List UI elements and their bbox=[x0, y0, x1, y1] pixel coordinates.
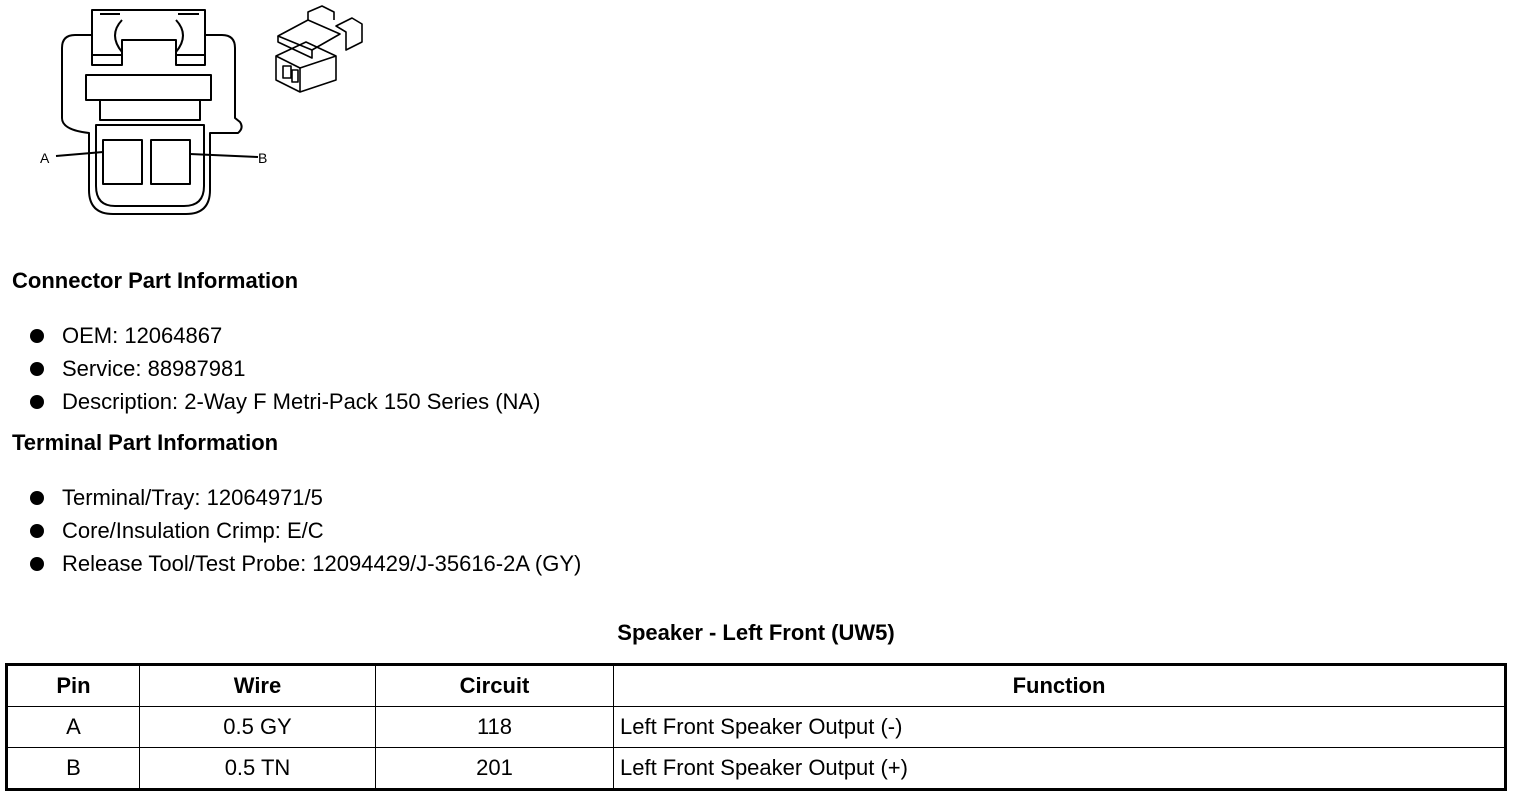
bullet-icon bbox=[30, 395, 44, 409]
pin-a-cavity bbox=[103, 140, 142, 184]
service-number: Service: 88987981 bbox=[62, 356, 246, 381]
latch-bar bbox=[86, 75, 211, 100]
pin-b-label: B bbox=[258, 150, 268, 166]
list-item bbox=[30, 385, 540, 418]
bullet-icon bbox=[30, 491, 44, 505]
bullet-icon bbox=[30, 329, 44, 343]
cell-circuit: 201 bbox=[376, 748, 614, 790]
list-item bbox=[30, 319, 540, 352]
table-title: Speaker - Left Front (UW5) bbox=[617, 620, 895, 645]
bullet-icon bbox=[30, 362, 44, 376]
terminal-tray: Terminal/Tray: 12064971/5 bbox=[62, 485, 323, 510]
header-circuit: Circuit bbox=[376, 665, 614, 707]
release-tool: Release Tool/Test Probe: 12094429/J-35616-2A (GY) bbox=[62, 551, 582, 576]
cell-wire: 0.5 GY bbox=[140, 707, 376, 748]
list-item bbox=[30, 352, 540, 385]
pin-a-label: A bbox=[40, 150, 50, 166]
header-pin: Pin bbox=[7, 665, 140, 707]
bullet-icon bbox=[30, 524, 44, 538]
connector-isometric-icon bbox=[276, 6, 362, 92]
list-item bbox=[30, 481, 581, 514]
cell-function: Left Front Speaker Output (+) bbox=[614, 748, 1506, 790]
pinout-table bbox=[5, 663, 1507, 791]
cell-pin: A bbox=[7, 707, 140, 748]
terminal-info-heading: Terminal Part Information bbox=[12, 430, 279, 455]
crimp-type: Core/Insulation Crimp: E/C bbox=[62, 518, 324, 543]
pin-b-leader bbox=[190, 154, 258, 157]
header-function: Function bbox=[614, 665, 1506, 707]
latch-base bbox=[100, 100, 200, 120]
table-row bbox=[7, 707, 1506, 748]
list-item bbox=[30, 547, 581, 580]
latch-tower bbox=[92, 10, 205, 65]
oem-number: OEM: 12064867 bbox=[62, 323, 223, 348]
pin-b-cavity bbox=[151, 140, 190, 184]
cell-circuit: 118 bbox=[376, 707, 614, 748]
connector-description: Description: 2-Way F Metri-Pack 150 Series (NA) bbox=[62, 389, 541, 414]
cell-pin: B bbox=[7, 748, 140, 790]
cell-function: Left Front Speaker Output (-) bbox=[614, 707, 1506, 748]
connector-info-heading: Connector Part Information bbox=[12, 268, 299, 293]
table-header-row bbox=[7, 665, 1506, 707]
list-item bbox=[30, 514, 581, 547]
terminal-info-list bbox=[30, 481, 581, 580]
table-row bbox=[7, 748, 1506, 790]
cell-wire: 0.5 TN bbox=[140, 748, 376, 790]
bullet-icon bbox=[30, 557, 44, 571]
connector-diagram bbox=[0, 0, 400, 240]
connector-info-list bbox=[30, 319, 540, 418]
header-wire: Wire bbox=[140, 665, 376, 707]
